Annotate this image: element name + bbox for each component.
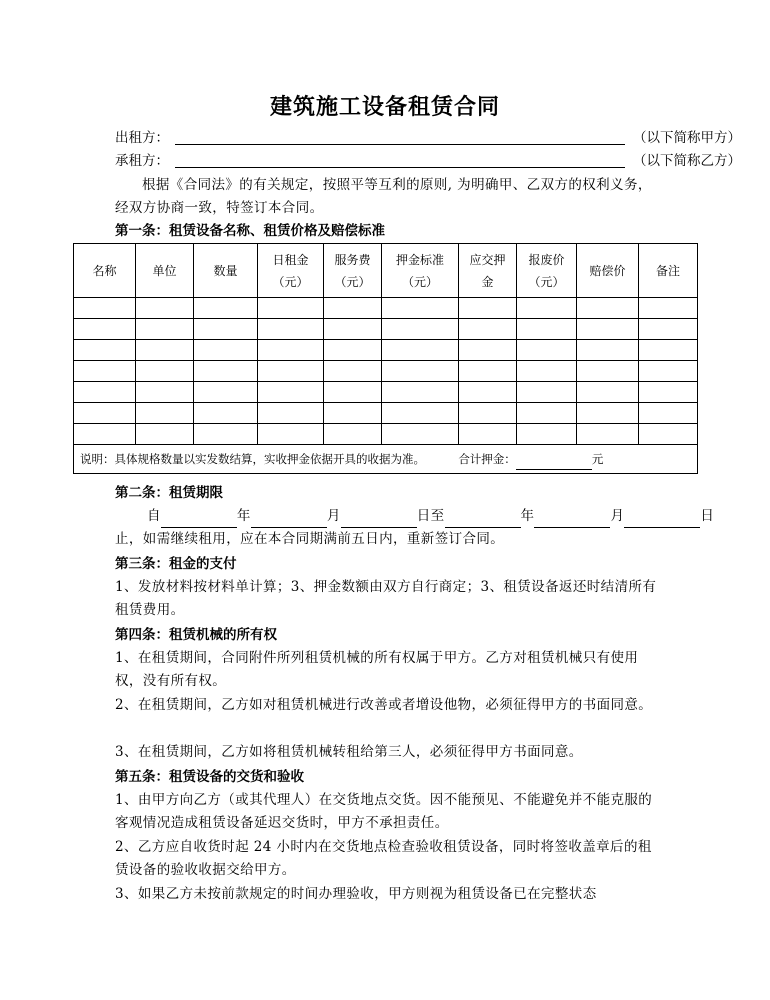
table-cell: [258, 403, 324, 424]
table-cell: [382, 382, 459, 403]
total-deposit-fill-line: [516, 455, 592, 470]
table-cell: [74, 298, 136, 319]
table-note: 说明：具体规格数量以实发数结算，实收押金依据开具的收据为准。: [80, 452, 425, 466]
col-header: 服务费 （元）: [324, 244, 382, 298]
table-cell: [74, 382, 136, 403]
article4-item-3: 3、在租赁期间，乙方如将租赁机械转租给第三人，必须征得甲方书面同意。: [115, 744, 583, 760]
col-header: 报废价 （元）: [517, 244, 577, 298]
table-cell: [324, 382, 382, 403]
table-cell: [459, 298, 517, 319]
table-cell: [517, 319, 577, 340]
col-header: 数量: [194, 244, 258, 298]
table-cell: [136, 424, 194, 445]
table-cell: [194, 424, 258, 445]
table-cell: [324, 424, 382, 445]
table-cell: [517, 298, 577, 319]
table-cell: [639, 403, 698, 424]
total-deposit-unit: 元: [591, 452, 604, 466]
col-header: 单位: [136, 244, 194, 298]
table-cell: [517, 382, 577, 403]
table-cell: [136, 340, 194, 361]
table-cell: [74, 319, 136, 340]
table-cell: [577, 340, 639, 361]
equipment-table: [73, 243, 698, 474]
article4-item-1: 1、在租赁期间，合同附件所列租赁机械的所有权属于甲方。乙方对租赁机械只有使用权，没有所有权。: [115, 650, 639, 689]
table-cell: [136, 298, 194, 319]
lease-period-continuation: 止，如需继续租用，应在本合同期满前五日内，重新签订合同。: [115, 531, 505, 547]
table-cell: [194, 340, 258, 361]
article5-heading: 第五条：租赁设备的交货和验收: [115, 769, 304, 785]
lessee-line: [115, 151, 741, 171]
table-row: [74, 340, 698, 361]
document-title: 建筑施工设备租赁合同: [269, 95, 500, 120]
date-word: 自: [147, 508, 161, 524]
lessee-label: 承租方：: [115, 153, 169, 169]
table-cell: [136, 403, 194, 424]
date-word: 日: [700, 508, 715, 524]
table-note-row: [74, 445, 698, 474]
table-cell: [382, 340, 459, 361]
article1-heading: 第一条：租赁设备名称、租赁价格及赔偿标准: [115, 223, 385, 239]
table-cell: [459, 382, 517, 403]
table-cell: [74, 361, 136, 382]
table-header-row: [74, 244, 698, 298]
intro-paragraph: 根据《合同法》的有关规定，按照平等互利的原则, 为明确甲、乙双方的权利义务，经双方协商一致，特签订本合同。: [115, 177, 652, 216]
table-cell: [577, 298, 639, 319]
date-word: 月: [326, 508, 341, 524]
col-header: 应交押 金: [459, 244, 517, 298]
date-word: 日至: [416, 508, 445, 524]
date-blank: [161, 513, 237, 528]
col-header: 日租金 （元）: [258, 244, 324, 298]
table-cell: [324, 340, 382, 361]
table-row: [74, 424, 698, 445]
table-cell: [577, 403, 639, 424]
lessor-label: 出租方：: [115, 130, 169, 146]
table-cell: [74, 424, 136, 445]
table-row: [74, 298, 698, 319]
table-cell: [258, 319, 324, 340]
table-cell: [459, 424, 517, 445]
table-cell: [194, 382, 258, 403]
table-cell: [517, 424, 577, 445]
table-cell: [577, 319, 639, 340]
table-cell: [517, 340, 577, 361]
table-cell: [136, 361, 194, 382]
table-cell: [517, 403, 577, 424]
date-word: 月: [610, 508, 625, 524]
table-cell: [639, 340, 698, 361]
table-row: [74, 382, 698, 403]
total-deposit-label: 合计押金：: [458, 452, 516, 466]
lessor-line: [115, 128, 741, 148]
table-cell: [324, 298, 382, 319]
table-cell: [324, 403, 382, 424]
table-cell: [324, 361, 382, 382]
table-cell: [258, 361, 324, 382]
lessee-suffix: （以下简称乙方）: [633, 153, 741, 169]
table-cell: [459, 361, 517, 382]
table-note-cell: [74, 445, 698, 474]
lease-period-line: [115, 505, 715, 528]
table-cell: [459, 403, 517, 424]
table-cell: [382, 361, 459, 382]
table-cell: [136, 319, 194, 340]
lessor-suffix: （以下简称甲方）: [633, 130, 741, 146]
table-cell: [459, 340, 517, 361]
table-cell: [258, 340, 324, 361]
table-cell: [382, 424, 459, 445]
article3-text: 1、发放材料按材料单计算；3、押金数额由双方自行商定；3、租赁设备返还时结清所有租赁费用。: [115, 579, 657, 618]
date-blank: [341, 513, 417, 528]
table-cell: [194, 298, 258, 319]
table-cell: [136, 382, 194, 403]
col-header: 赔偿价: [577, 244, 639, 298]
article4-item-2: 2、在租赁期间，乙方如对租赁机械进行改善或者增设他物，必须征得甲方的书面同意。: [115, 697, 653, 713]
table-cell: [639, 361, 698, 382]
table-cell: [382, 319, 459, 340]
table-row: [74, 319, 698, 340]
table-cell: [258, 298, 324, 319]
lessee-fill-line: [175, 167, 625, 168]
article2-heading: 第二条：租赁期限: [115, 485, 223, 501]
date-word: 年: [520, 508, 535, 524]
date-blank: [624, 513, 700, 528]
article5-item-1: 1、由甲方向乙方（或其代理人）在交货地点交货。因不能预见、不能避免并不能克服的客观情况造成租赁设备延迟交货时，甲方不承担责任。: [115, 792, 653, 831]
table-cell: [258, 382, 324, 403]
article3-heading: 第三条：租金的支付: [115, 556, 237, 572]
article5-item-3: 3、如果乙方未按前款规定的时间办理验收，甲方则视为租赁设备已在完整状态: [115, 886, 597, 902]
table-cell: [639, 319, 698, 340]
table-cell: [517, 361, 577, 382]
col-header: 押金标准 （元）: [382, 244, 459, 298]
table-cell: [74, 340, 136, 361]
table-cell: [258, 424, 324, 445]
date-word: 年: [236, 508, 251, 524]
table-cell: [324, 319, 382, 340]
table-cell: [382, 403, 459, 424]
article4-heading: 第四条：租赁机械的所有权: [115, 627, 277, 643]
date-blank: [251, 513, 327, 528]
table-cell: [577, 361, 639, 382]
table-cell: [639, 424, 698, 445]
table-cell: [577, 424, 639, 445]
col-header: 名称: [74, 244, 136, 298]
table-cell: [459, 319, 517, 340]
table-cell: [639, 298, 698, 319]
table-row: [74, 403, 698, 424]
table-cell: [194, 319, 258, 340]
table-cell: [194, 403, 258, 424]
lessor-fill-line: [175, 144, 625, 145]
date-blank: [445, 513, 521, 528]
date-blank: [534, 513, 610, 528]
table-cell: [74, 403, 136, 424]
col-header: 备注: [639, 244, 698, 298]
table-cell: [194, 361, 258, 382]
table-cell: [639, 382, 698, 403]
table-cell: [577, 382, 639, 403]
article5-item-2: 2、乙方应自收货时起 24 小时内在交货地点检查验收租赁设备，同时将签收盖章后的租赁设备的验收收据交给甲方。: [115, 839, 652, 878]
table-row: [74, 361, 698, 382]
table-cell: [382, 298, 459, 319]
